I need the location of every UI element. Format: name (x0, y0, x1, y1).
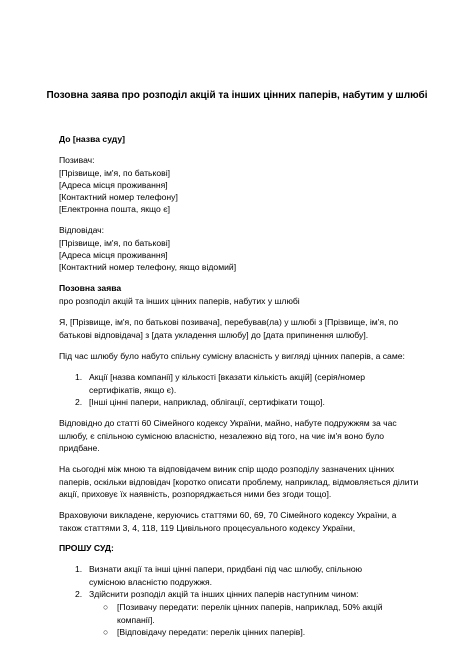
document-title: Позовна заява про розподіл акцій та інших цінних паперів, набутим у шлюбі (46, 90, 428, 101)
paragraph-legal-basis: Враховуючи викладене, керуючись статтями 60, 69, 70 Сімейного кодексу України, а також статтями 3, 4, 118, 119 Цивільного процесуального кодексу України, (59, 510, 397, 533)
request-item-distribute: Здійснити розподіл акцій та інших цінних паперів наступним чином: (89, 589, 359, 599)
list-item-shares: Акції [назва компанії] у кількості [вказати кількість акцій] (серія/номер сертифікатів, якщо є). (89, 372, 366, 395)
defendant-address: [Адреса місця проживання] (59, 250, 168, 260)
defendant-phone: [Контактний номер телефону, якщо відомий] (59, 262, 237, 272)
request-item-number: 1. (75, 564, 83, 574)
paragraph-dispute: На сьогодні між мною та відповідачем виник спір щодо розподілу зазначених цінних паперів, оскільки відповідач [коротко описати проблему, наприклад, відмовляється ділити акції, приховує їх наявність, розпоряджається ними без згоди тощо]. (59, 464, 419, 499)
plaintiff-address: [Адреса місця проживання] (59, 180, 168, 190)
plaintiff-email: [Електронна пошта, якщо є] (59, 204, 170, 214)
list-item-number: 1. (75, 372, 83, 382)
sublist-item-plaintiff: [Позивачу передати: перелік цінних паперів, наприклад, 50% акцій компанії]. (117, 602, 383, 625)
list-item-other-securities: [Інші цінні папери, наприклад, облігації, сертифікати тощо]. (89, 397, 325, 407)
list-item-number: 2. (75, 397, 83, 407)
request-heading: ПРОШУ СУД: (59, 543, 114, 553)
sublist-bullet-icon: ○ (103, 627, 109, 637)
paragraph-property: Під час шлюбу було набуто спільну сумісну власність у вигляді цінних паперів, а саме: (59, 351, 405, 361)
paragraph-family-code: Відповідно до статті 60 Сімейного кодексу України, майно, набуте подружжям за час шлюбу, є спільною сумісною власністю, незалежно від того, на чиє ім'я воно було придбане. (59, 418, 397, 453)
plaintiff-name: [Прізвище, ім'я, по батькові] (59, 168, 171, 178)
paragraph-marriage: Я, [Прізвище, ім'я, по батькові позивача], перебував(ла) у шлюбі з [Прізвище, ім'я, по батькові відповідача] з [дата укладення шлюбу] до [дата припинення шлюбу]. (59, 317, 399, 340)
request-item-number: 2. (75, 589, 83, 599)
defendant-heading: Відповідач: (59, 225, 105, 235)
claim-heading: Позовна заява (59, 283, 122, 293)
plaintiff-phone: [Контактний номер телефону] (59, 192, 178, 202)
court-line: До [назва суду] (59, 134, 125, 144)
sublist-bullet-icon: ○ (103, 602, 109, 612)
claim-subheading: про розподіл акцій та інших цінних паперів, набутих у шлюбі (59, 296, 300, 306)
defendant-name: [Прізвище, ім'я, по батькові] (59, 238, 171, 248)
plaintiff-heading: Позивач: (59, 155, 95, 165)
request-item-recognize: Визнати акції та інші цінні папери, придбані під час шлюбу, спільною сумісною власністю подружжя. (89, 564, 363, 587)
sublist-item-defendant: [Відповідачу передати: перелік цінних паперів]. (117, 627, 306, 637)
